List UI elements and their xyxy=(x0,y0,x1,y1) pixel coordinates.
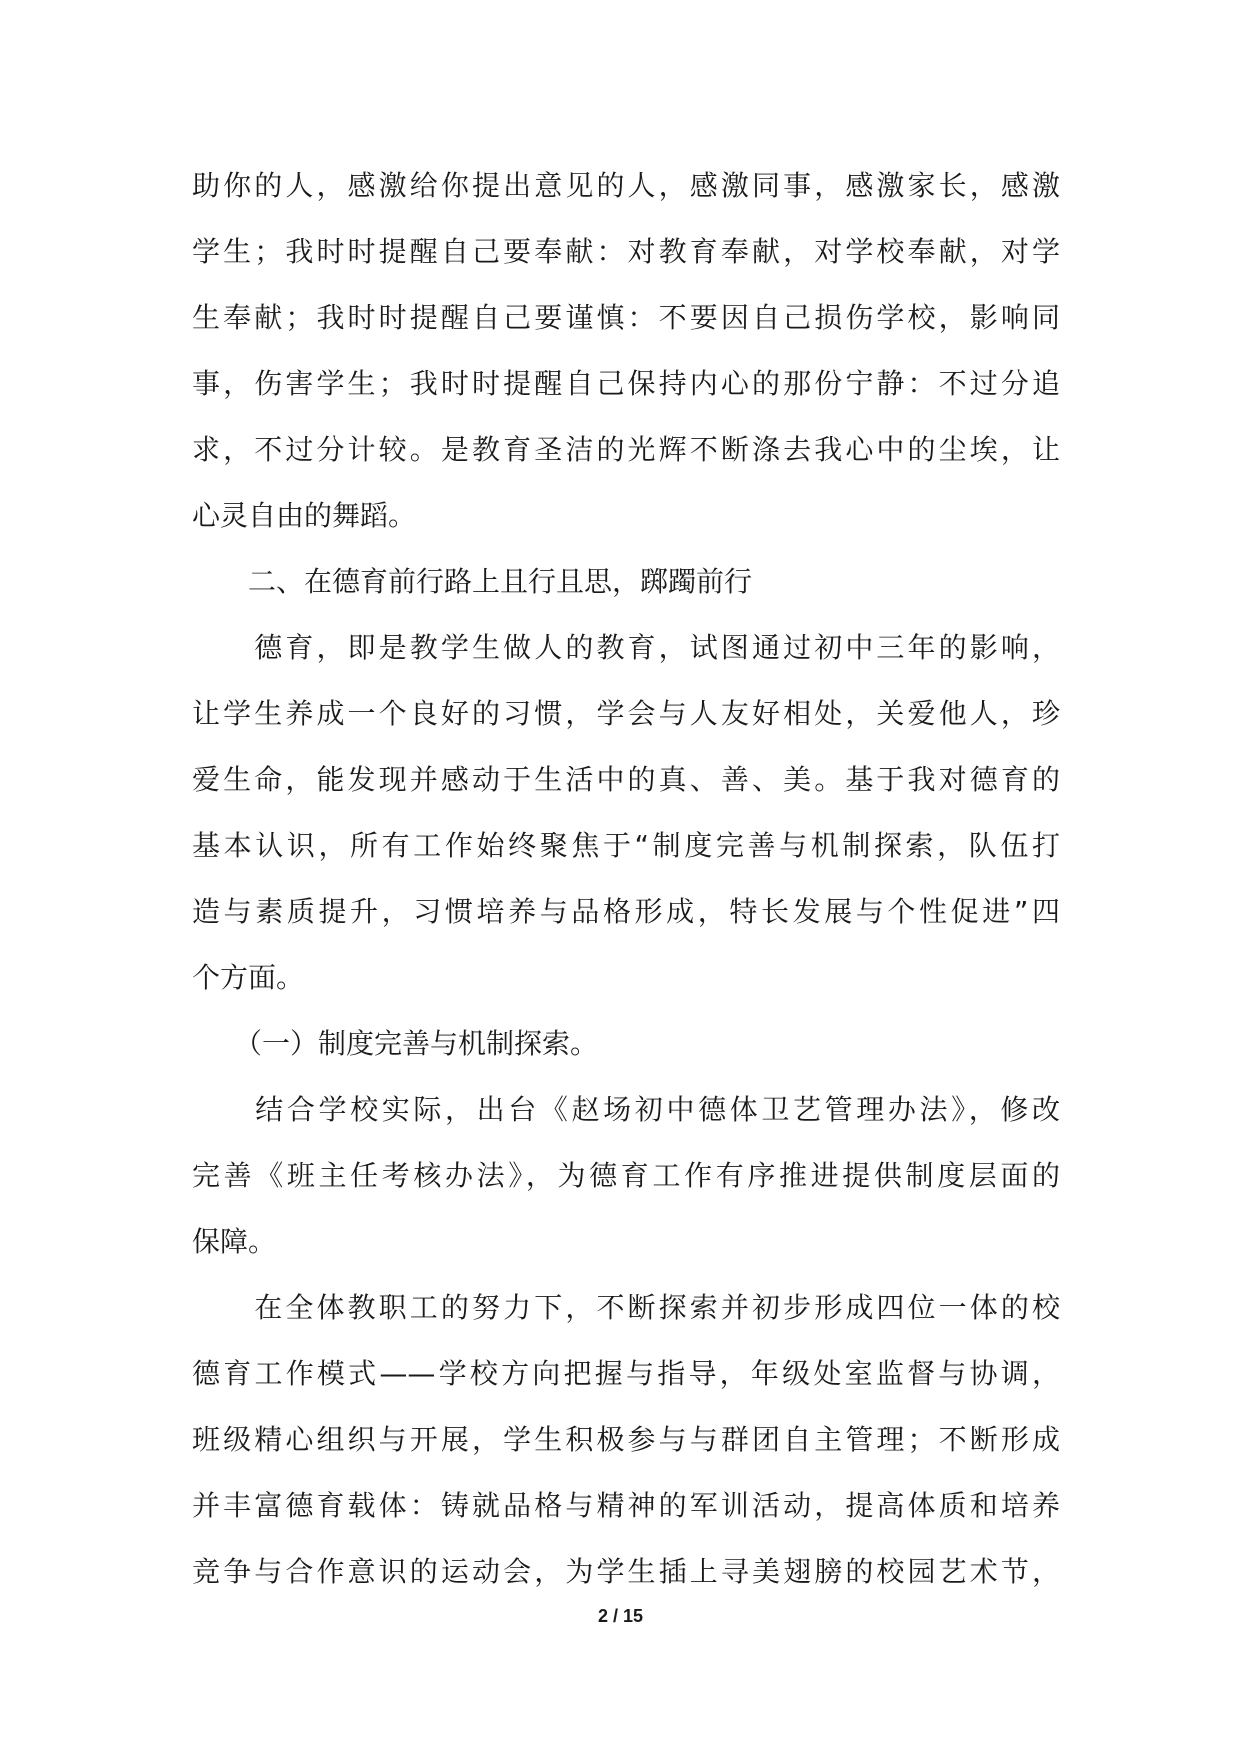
text-line-15: 结合学校实际，出台《赵场初中德体卫艺管理办法》，修改 xyxy=(192,1093,1060,1126)
text-line-2: 学生；我时时提醒自己要奉献：对教育奉献，对学校奉献，对学 xyxy=(192,235,1060,268)
text-line-16: 完善《班主任考核办法》，为德育工作有序推进提供制度层面的 xyxy=(192,1159,1060,1192)
text-line-1: 助你的人，感激给你提出意见的人，感激同事，感激家长，感激 xyxy=(192,169,1060,202)
text-line-19: 德育工作模式——学校方向把握与指导，年级处室监督与协调， xyxy=(192,1357,1060,1390)
body-text xyxy=(192,153,1060,1605)
text-line-12: 造与素质提升，习惯培养与品格形成，特长发展与个性促进”四 xyxy=(192,895,1060,928)
text-line-18: 在全体教职工的努力下，不断探索并初步形成四位一体的校 xyxy=(192,1291,1060,1324)
page-number: 2 / 15 xyxy=(597,1606,644,1626)
text-line-10: 爱生命，能发现并感动于生活中的真、善、美。基于我对德育的 xyxy=(192,763,1060,796)
text-line-6: 心灵自由的舞蹈。 xyxy=(192,499,417,532)
text-line-8: 德育，即是教学生做人的教育，试图通过初中三年的影响， xyxy=(192,631,1060,664)
section-heading: 二、在德育前行路上且行且思，踯躅前行 xyxy=(192,565,753,598)
text-line-3: 生奉献；我时时提醒自己要谨慎：不要因自己损伤学校，影响同 xyxy=(192,301,1060,334)
text-line-22: 竞争与合作意识的运动会，为学生插上寻美翅膀的校园艺术节， xyxy=(192,1555,1060,1588)
text-line-13: 个方面。 xyxy=(192,961,305,994)
text-line-21: 并丰富德育载体：铸就品格与精神的军训活动，提高体质和培养 xyxy=(192,1489,1060,1522)
text-line-20: 班级精心组织与开展，学生积极参与与群团自主管理；不断形成 xyxy=(192,1423,1060,1456)
text-line-4: 事，伤害学生；我时时提醒自己保持内心的那份宁静：不过分追 xyxy=(192,367,1060,400)
text-line-5: 求，不过分计较。是教育圣洁的光辉不断涤去我心中的尘埃，让 xyxy=(192,433,1060,466)
subsection-heading: （一）制度完善与机制探索。 xyxy=(192,1027,599,1060)
text-line-11: 基本认识，所有工作始终聚焦于“制度完善与机制探索，队伍打 xyxy=(192,829,1060,862)
text-line-17: 保障。 xyxy=(192,1225,277,1258)
text-line-9: 让学生养成一个良好的习惯，学会与人友好相处，关爱他人，珍 xyxy=(192,697,1060,730)
